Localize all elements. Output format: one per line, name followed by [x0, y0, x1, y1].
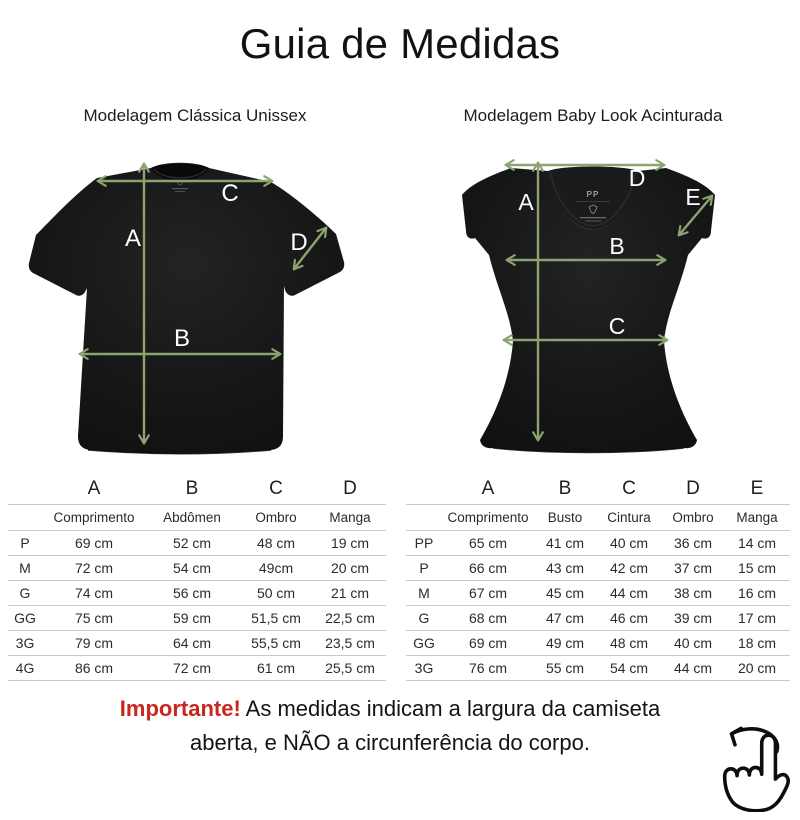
col-header: Comprimento	[447, 510, 529, 525]
cell: 45 cm	[545, 585, 585, 601]
table-row	[406, 631, 790, 656]
cell: 38 cm	[673, 585, 713, 601]
classic-size-table	[8, 478, 386, 681]
col-letter-b: B	[558, 478, 572, 499]
cell: 21 cm	[330, 585, 370, 601]
cell: 54 cm	[172, 560, 212, 576]
letter-b-label: B	[173, 325, 191, 352]
cell: 50 cm	[256, 585, 296, 601]
babylook-shirt-diagram	[400, 138, 800, 470]
size-label: P	[20, 535, 30, 551]
cell: 75 cm	[74, 610, 114, 626]
table-row	[8, 606, 386, 631]
important-text-line2: aberta, e NÃO a circunferência do corpo.	[190, 730, 590, 755]
cell: 47 cm	[545, 610, 585, 626]
cell: 64 cm	[172, 635, 212, 651]
cell: 43 cm	[545, 560, 585, 576]
table-row	[8, 531, 386, 556]
table-row	[406, 656, 790, 681]
cell: 16 cm	[737, 585, 777, 601]
cell: 68 cm	[468, 610, 508, 626]
size-label: G	[418, 610, 430, 626]
cell: 20 cm	[330, 560, 370, 576]
size-label: M	[418, 585, 430, 601]
cell: 23,5 cm	[325, 635, 375, 651]
cell: 51,5 cm	[251, 610, 301, 626]
col-letter-a: A	[481, 478, 495, 499]
tap-gesture-icon	[706, 716, 790, 812]
cell: 15 cm	[737, 560, 777, 576]
cell: 44 cm	[673, 660, 713, 676]
size-label: GG	[413, 635, 435, 651]
page-title: Guia de Medidas	[239, 20, 561, 67]
col-letter-b: B	[185, 478, 199, 499]
cell: 67 cm	[468, 585, 508, 601]
cell: 44 cm	[609, 585, 649, 601]
col-header: Abdômen	[163, 510, 221, 525]
cell: 69 cm	[74, 535, 114, 551]
letters-row	[406, 478, 790, 505]
cell: 22,5 cm	[325, 610, 375, 626]
size-label: P	[419, 560, 429, 576]
size-label: 3G	[15, 635, 35, 651]
cell: 55 cm	[545, 660, 585, 676]
cell: 49 cm	[545, 635, 585, 651]
cell: 48 cm	[609, 635, 649, 651]
table-row	[406, 531, 790, 556]
cell: 72 cm	[74, 560, 114, 576]
letter-a-label: A	[124, 225, 142, 252]
babylook-subtitle: Modelagem Baby Look Acinturada	[463, 106, 723, 125]
letter-c-label: C	[608, 313, 626, 339]
cell: 42 cm	[609, 560, 649, 576]
table-row	[8, 656, 386, 681]
col-letter-d: D	[343, 478, 357, 499]
cell: 17 cm	[737, 610, 777, 626]
cell: 48 cm	[256, 535, 296, 551]
col-letter-a: A	[87, 478, 101, 499]
cell: 56 cm	[172, 585, 212, 601]
col-header: Manga	[736, 510, 778, 525]
cell: 25,5 cm	[325, 660, 375, 676]
cell: 18 cm	[737, 635, 777, 651]
cell: 19 cm	[330, 535, 370, 551]
classic-shirt-body	[29, 163, 345, 454]
col-letter-c: C	[622, 478, 636, 499]
size-label: G	[19, 585, 31, 601]
col-header: Busto	[547, 510, 583, 525]
cell: 61 cm	[256, 660, 296, 676]
col-header: Ombro	[255, 510, 297, 525]
header-row	[406, 505, 790, 531]
letter-a-label: A	[518, 189, 534, 215]
letter-c-label: C	[221, 180, 239, 207]
cell: 76 cm	[468, 660, 508, 676]
cell: 74 cm	[74, 585, 114, 601]
cell: 39 cm	[673, 610, 713, 626]
cell: 52 cm	[172, 535, 212, 551]
cell: 86 cm	[74, 660, 114, 676]
letter-d-label: D	[628, 165, 646, 191]
table-row	[8, 581, 386, 606]
cell: 41 cm	[545, 535, 585, 551]
cell: 40 cm	[673, 635, 713, 651]
table-row	[406, 606, 790, 631]
cell: 40 cm	[609, 535, 649, 551]
letter-e-label: E	[685, 184, 701, 210]
cell: 69 cm	[468, 635, 508, 651]
classic-shirt-diagram	[0, 138, 400, 470]
table-row	[8, 631, 386, 656]
cell: 55,5 cm	[251, 635, 301, 651]
size-label: M	[19, 560, 31, 576]
important-label: Importante!	[119, 696, 241, 721]
swipe-arrow-head	[732, 728, 742, 744]
col-letter-e: E	[750, 478, 764, 499]
col-header: Comprimento	[53, 510, 135, 525]
cell: 59 cm	[172, 610, 212, 626]
cell: 14 cm	[737, 535, 777, 551]
cell: 36 cm	[673, 535, 713, 551]
size-label: PP	[414, 535, 434, 551]
cell: 66 cm	[468, 560, 508, 576]
cell: 79 cm	[74, 635, 114, 651]
letter-d-label: D	[290, 229, 308, 256]
important-text-line1: As medidas indicam a largura da camiseta	[240, 696, 661, 721]
cell: 20 cm	[737, 660, 777, 676]
col-letter-c: C	[269, 478, 283, 499]
letter-b-label: B	[609, 233, 625, 259]
babylook-size-table	[406, 478, 790, 681]
neck-size-tag: PP	[586, 190, 600, 199]
size-label: GG	[14, 610, 36, 626]
letters-row	[8, 478, 386, 505]
col-header: Ombro	[672, 510, 714, 525]
size-label: 3G	[414, 660, 434, 676]
table-row	[406, 581, 790, 606]
col-header: Cintura	[607, 510, 651, 525]
size-label: 4G	[15, 660, 35, 676]
classic-subtitle: Modelagem Clássica Unissex	[83, 106, 307, 125]
cell: 54 cm	[609, 660, 649, 676]
cell: 72 cm	[172, 660, 212, 676]
cell: 49cm	[258, 560, 294, 576]
col-letter-d: D	[686, 478, 700, 499]
cell: 46 cm	[609, 610, 649, 626]
important-note	[0, 692, 780, 760]
cell: 37 cm	[673, 560, 713, 576]
cell: 65 cm	[468, 535, 508, 551]
table-row	[406, 556, 790, 581]
col-header: Manga	[329, 510, 371, 525]
header-row	[8, 505, 386, 531]
table-row	[8, 556, 386, 581]
